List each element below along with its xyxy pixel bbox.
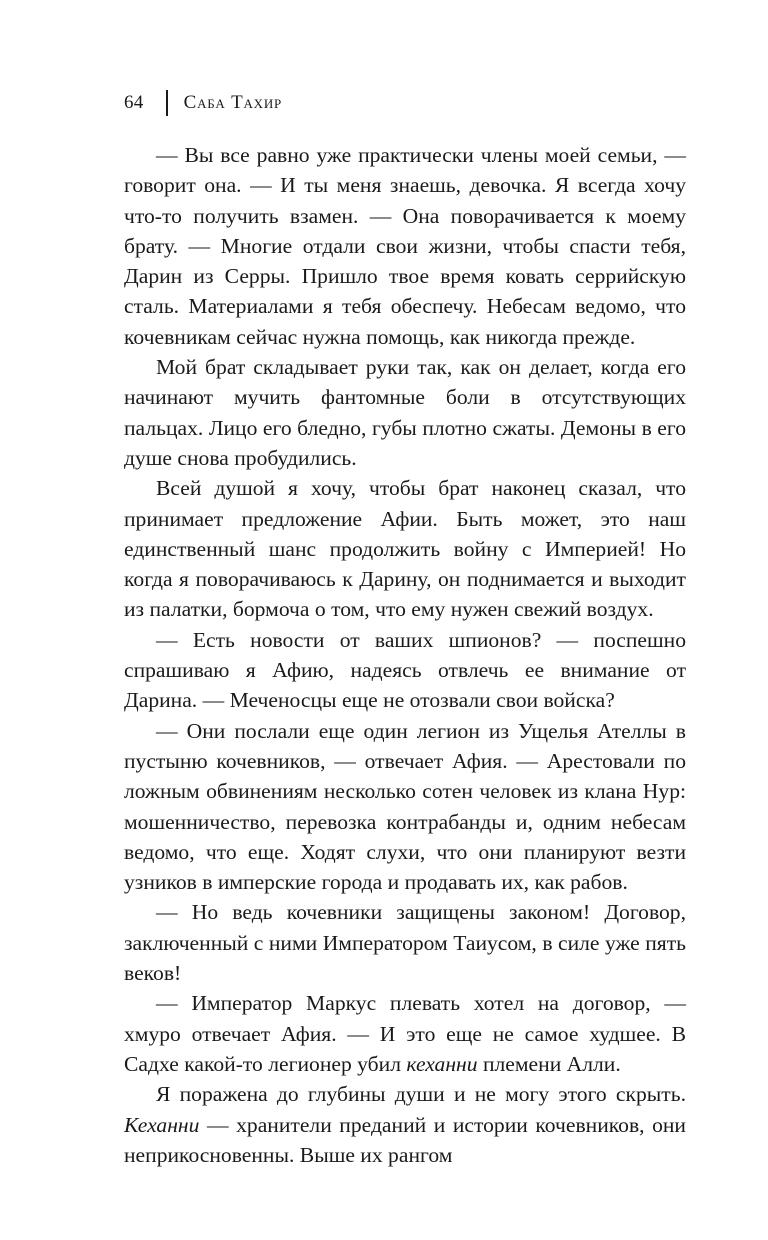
- author-name: Саба Тахир: [183, 92, 283, 113]
- paragraph: [124, 625, 686, 716]
- paragraph-text: Я поражена до глубины души и не могу этого скрыть.: [156, 1082, 686, 1107]
- italic-term: кеханни: [406, 1051, 478, 1076]
- body-text: [124, 140, 686, 1170]
- paragraph-text: — Но ведь кочевники защищены законом! Договор, заключенный с ними Императором Таиусом, в силе уже пять веков!: [124, 900, 686, 986]
- book-page: [124, 88, 686, 1170]
- paragraph-text: Всей душой я хочу, чтобы брат наконец сказал, что принимает предложение Афии. Быть может, это наш единственный шанс продолжить войну с Империей! Но когда я поворачиваюсь к Дарину, он поднимается и выходит из палатки, бормоча о том, что ему нужен свежий воздух.: [124, 476, 686, 622]
- header-divider: [166, 90, 168, 116]
- page-number: 64: [124, 92, 144, 113]
- paragraph: [124, 716, 686, 898]
- paragraph-text: — Есть новости от ваших шпионов? — поспешно спрашиваю я Афию, надеясь отвлечь ее внимание от Дарина. — Меченосцы еще не отозвали свои войска?: [124, 627, 686, 713]
- paragraph-text: — хранители преданий и истории кочевников, они неприкосновенны. Выше их рангом: [124, 1112, 686, 1167]
- paragraph: [124, 473, 686, 624]
- paragraph: [124, 897, 686, 988]
- paragraph: [124, 140, 686, 352]
- paragraph: [124, 352, 686, 473]
- paragraph: [124, 988, 686, 1079]
- italic-term: Кеханни: [124, 1112, 200, 1137]
- paragraph-text: — Император Маркус плевать хотел на договор, — хмуро отвечает Афия. — И это еще не самое худшее. В Садхе какой-то легионер убил: [124, 991, 686, 1076]
- paragraph: [124, 1079, 686, 1170]
- paragraph-text: — Вы все равно уже практически члены моей семьи, — говорит она. — И ты меня знаешь, девочка. Я всегда хочу что-то получить взамен. — Она поворачивается к моему брату. — Многие отдали свои жизни, чтобы спасти тебя, Дарин из Серры. Пришло твое время ковать серрийскую сталь. Материалами я тебя обеспечу. Небесам ведомо, что кочевникам сейчас нужна помощь, как никогда прежде.: [124, 143, 686, 349]
- running-head: [124, 88, 686, 118]
- paragraph-text: Мой брат складывает руки так, как он делает, когда его начинают мучить фантомные боли в отсутствующих пальцах. Лицо его бледно, губы плотно сжаты. Демоны в его душе снова пробудились.: [124, 355, 686, 470]
- paragraph-text: — Они послали еще один легион из Ущелья Ателлы в пустыню кочевников, — отвечает Афия. — Арестовали по ложным обвинениям несколько сотен человек из клана Нур: мошенничество, перевозка контрабанды и, одним небесам ведомо, что еще. Ходят слухи, что они планируют везти узников в имперские города и продавать их, как рабов.: [124, 718, 686, 895]
- paragraph-text: племени Алли.: [477, 1051, 621, 1076]
